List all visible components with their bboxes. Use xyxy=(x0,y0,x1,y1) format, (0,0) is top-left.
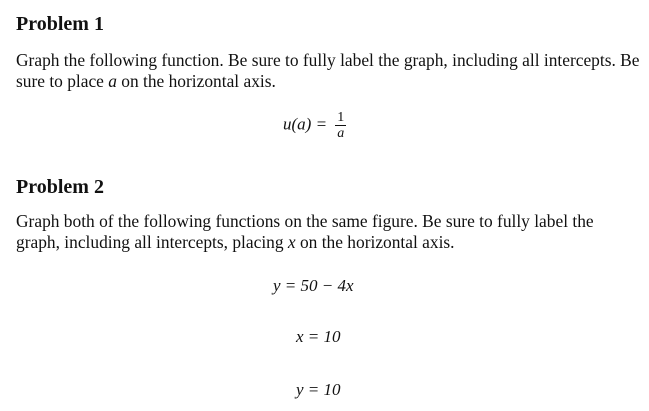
fraction-numerator: 1 xyxy=(337,110,345,125)
problem-2-instructions xyxy=(16,211,641,253)
problem-2-heading: Problem 2 xyxy=(16,176,104,198)
problem-1-instructions xyxy=(16,50,641,92)
problem-2-variable: x xyxy=(287,232,296,252)
fraction-denominator: a xyxy=(337,126,345,141)
equation-y-linear xyxy=(273,276,354,296)
equation-text: y = 50 − 4x xyxy=(273,276,354,295)
fraction xyxy=(335,110,346,141)
equation-text: y = 10 xyxy=(296,380,341,399)
equation-y-constant xyxy=(296,380,341,400)
problem-1-text-end: on the horizontal axis. xyxy=(116,71,276,91)
problem-2-text-end: on the horizontal axis. xyxy=(295,232,455,252)
problem-1-equation xyxy=(283,110,346,141)
problem-1-text-start: Graph the following function. Be sure to fully label the graph, including all intercepts. Be sure to place xyxy=(16,50,640,91)
problem-1-variable: a xyxy=(108,71,117,91)
equation-text: x = 10 xyxy=(296,327,341,346)
equation-lhs: u(a) = xyxy=(283,114,328,134)
problem-1-heading: Problem 1 xyxy=(16,13,104,35)
equation-x-constant xyxy=(296,327,341,347)
problem-2-text-start: Graph both of the following functions on the same figure. Be sure to fully label the graph, including all intercepts, placing xyxy=(16,211,594,252)
